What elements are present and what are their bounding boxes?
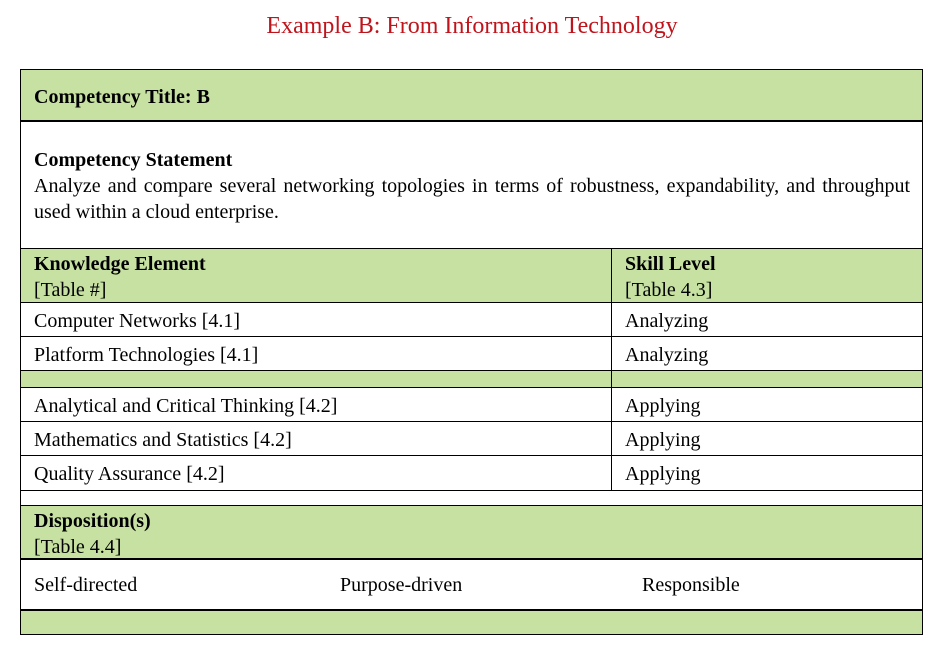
skill-level-cell: Applying <box>625 463 701 485</box>
dispositions-subheading: [Table 4.4] <box>34 536 122 558</box>
skill-level-cell: Applying <box>625 429 701 451</box>
knowledge-element-cell: Mathematics and Statistics [4.2] <box>34 429 292 451</box>
column-separator <box>611 249 612 490</box>
skill-level-cell: Analyzing <box>625 344 709 366</box>
knowledge-element-cell: Quality Assurance [4.2] <box>34 463 225 485</box>
skill-level-subheader: [Table 4.3] <box>625 279 713 301</box>
divider <box>21 455 922 456</box>
dispositions-heading: Disposition(s) <box>34 510 151 532</box>
knowledge-element-cell: Platform Technologies [4.1] <box>34 344 259 366</box>
competency-title: Competency Title: B <box>34 86 210 108</box>
divider <box>21 490 922 491</box>
document-title: Example B: From Information Technology <box>266 13 678 39</box>
divider <box>21 336 922 337</box>
disposition-item: Self-directed <box>34 574 138 596</box>
statement-heading: Competency Statement <box>34 149 233 171</box>
divider <box>21 558 922 560</box>
divider <box>21 421 922 422</box>
skill-level-header: Skill Level <box>625 253 716 275</box>
knowledge-element-cell: Computer Networks [4.1] <box>34 310 241 332</box>
skill-level-cell: Applying <box>625 395 701 417</box>
spacer-row <box>21 371 922 387</box>
knowledge-element-subheader: [Table #] <box>34 279 107 301</box>
knowledge-element-cell: Analytical and Critical Thinking [4.2] <box>34 395 338 417</box>
divider <box>21 120 922 122</box>
statement-text: Analyze and compare several networking topologies in terms of robustness, expandability, and throughput used within a cloud enterprise. <box>34 175 910 223</box>
dispositions-header-band <box>21 506 922 558</box>
footer-band <box>21 611 922 634</box>
knowledge-element-header: Knowledge Element <box>34 253 206 275</box>
divider <box>21 302 922 303</box>
disposition-item: Purpose-driven <box>340 574 463 596</box>
divider <box>21 387 922 388</box>
skill-level-cell: Analyzing <box>625 310 709 332</box>
disposition-item: Responsible <box>642 574 740 596</box>
